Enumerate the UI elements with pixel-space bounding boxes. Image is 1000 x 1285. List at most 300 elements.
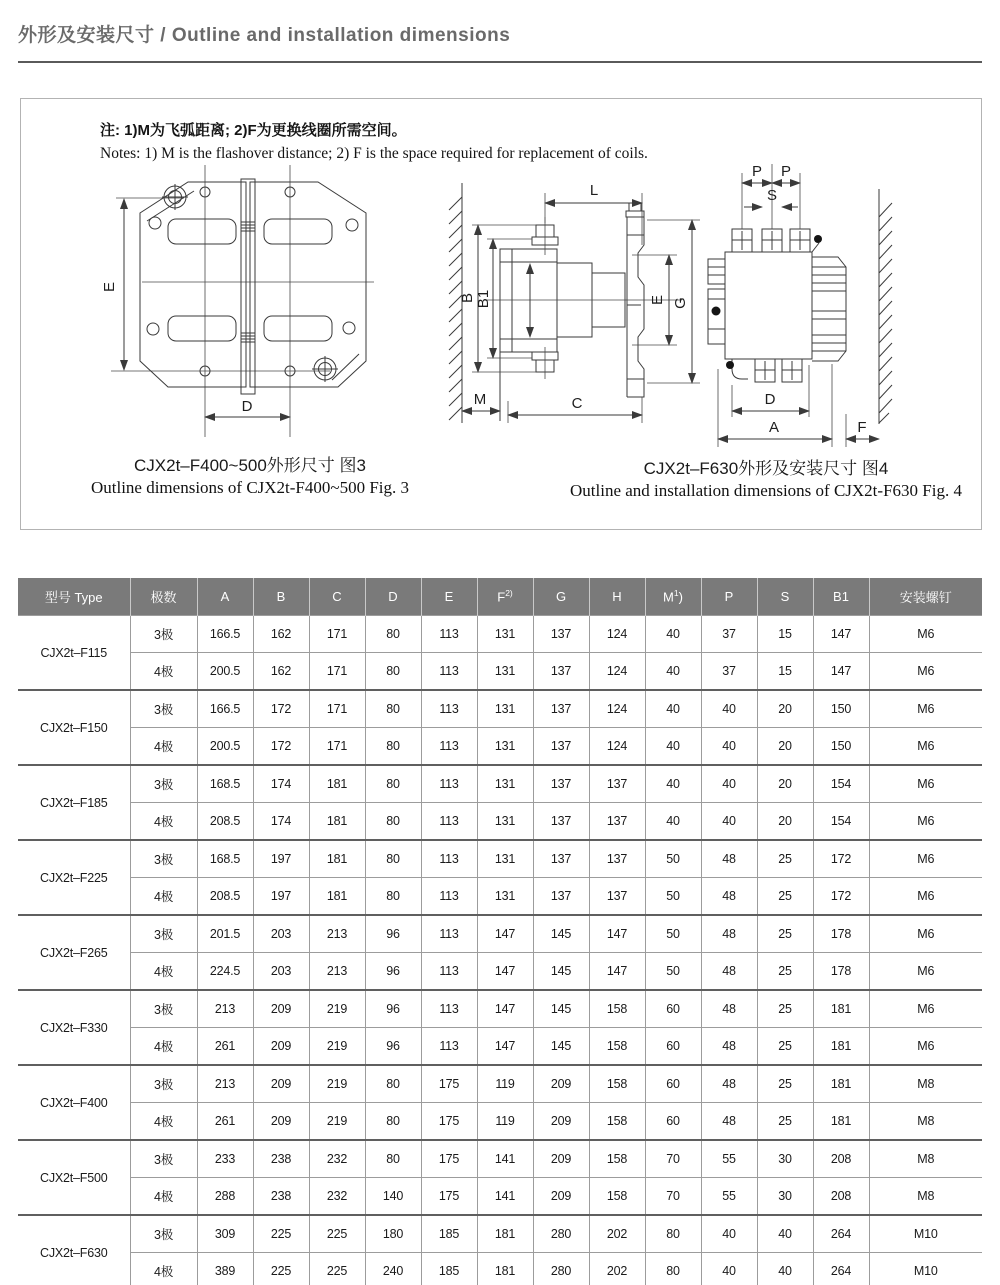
value-cell: 158 [589, 1103, 645, 1141]
fig3-top-view-drawing [78, 165, 410, 451]
value-cell: 147 [813, 616, 869, 653]
value-cell: 203 [253, 953, 309, 991]
note-en: Notes: 1) M is the flashover distance; 2) F is the space required for replacement of coils. [100, 145, 648, 162]
model-cell: CJX2t–F115 [18, 616, 130, 691]
dim-label-a: A [768, 419, 780, 436]
value-cell: 113 [421, 878, 477, 916]
value-cell: 50 [645, 840, 701, 878]
poles-cell: 4极 [130, 728, 197, 766]
column-header: $F^{2)}$ [477, 578, 533, 616]
fig4-caption-en: Outline and installation dimensions of CJX2t-F630 Fig. 4 [570, 481, 962, 500]
table-row [18, 1215, 982, 1253]
column-header: D [365, 578, 421, 616]
poles-cell: 4极 [130, 1028, 197, 1066]
value-cell: 80 [365, 616, 421, 653]
model-cell: CJX2t–F630 [18, 1215, 130, 1285]
value-cell: 209 [253, 1028, 309, 1066]
value-cell: 147 [589, 953, 645, 991]
value-cell: 124 [589, 690, 645, 728]
value-cell: 25 [757, 990, 813, 1028]
value-cell: 181 [309, 878, 365, 916]
value-cell: 137 [533, 728, 589, 766]
value-cell: 60 [645, 1103, 701, 1141]
poles-cell: 4极 [130, 1178, 197, 1216]
value-cell: 209 [253, 1103, 309, 1141]
value-cell: 80 [365, 690, 421, 728]
value-cell: 309 [197, 1215, 253, 1253]
poles-cell: 4极 [130, 1103, 197, 1141]
value-cell: 225 [309, 1253, 365, 1285]
value-cell: 261 [197, 1028, 253, 1066]
dimensions-table-wrap [18, 578, 982, 1285]
value-cell: 225 [309, 1215, 365, 1253]
value-cell: 172 [253, 728, 309, 766]
model-cell: CJX2t–F150 [18, 690, 130, 765]
value-cell: 174 [253, 765, 309, 803]
value-cell: 181 [813, 990, 869, 1028]
value-cell: 288 [197, 1178, 253, 1216]
dim-label-e: E [101, 281, 118, 293]
value-cell: 180 [365, 1215, 421, 1253]
bottom-bolt [532, 347, 558, 379]
poles-cell: 4极 [130, 803, 197, 841]
value-cell: 40 [645, 765, 701, 803]
table-row [18, 1178, 982, 1216]
value-cell: M6 [869, 840, 982, 878]
model-cell: CJX2t–F265 [18, 915, 130, 990]
value-cell: M6 [869, 728, 982, 766]
value-cell: 150 [813, 728, 869, 766]
value-cell: 162 [253, 653, 309, 691]
table-row [18, 765, 982, 803]
value-cell: 209 [253, 990, 309, 1028]
value-cell: 20 [757, 728, 813, 766]
value-cell: 30 [757, 1178, 813, 1216]
dimension-m [462, 391, 500, 411]
value-cell: 145 [533, 953, 589, 991]
table-row [18, 878, 982, 916]
poles-cell: 4极 [130, 878, 197, 916]
value-cell: 137 [589, 840, 645, 878]
value-cell: 113 [421, 840, 477, 878]
value-cell: 60 [645, 1028, 701, 1066]
value-cell: 20 [757, 690, 813, 728]
value-cell: M6 [869, 616, 982, 653]
value-cell: 147 [813, 653, 869, 691]
table-row [18, 803, 982, 841]
table-row [18, 1253, 982, 1285]
dim-label-d: D [764, 391, 776, 408]
value-cell: 25 [757, 878, 813, 916]
value-cell: 40 [701, 728, 757, 766]
side-view-drawing [432, 165, 722, 457]
value-cell: 80 [365, 840, 421, 878]
value-cell: M6 [869, 765, 982, 803]
poles-cell: 3极 [130, 840, 197, 878]
value-cell: 40 [701, 1253, 757, 1285]
table-row [18, 653, 982, 691]
value-cell: 172 [253, 690, 309, 728]
value-cell: 55 [701, 1140, 757, 1178]
value-cell: 200.5 [197, 653, 253, 691]
value-cell: M10 [869, 1253, 982, 1285]
value-cell: 213 [309, 953, 365, 991]
value-cell: 137 [533, 765, 589, 803]
value-cell: 200.5 [197, 728, 253, 766]
value-cell: 60 [645, 990, 701, 1028]
value-cell: 208.5 [197, 878, 253, 916]
value-cell: 37 [701, 653, 757, 691]
value-cell: 113 [421, 616, 477, 653]
value-cell: 40 [645, 803, 701, 841]
value-cell: 80 [645, 1253, 701, 1285]
value-cell: 172 [813, 878, 869, 916]
value-cell: 140 [365, 1178, 421, 1216]
value-cell: 80 [365, 1065, 421, 1103]
value-cell: 162 [253, 616, 309, 653]
value-cell: 232 [309, 1178, 365, 1216]
fig3-caption-en: Outline dimensions of CJX2t-F400~500 Fig. 3 [90, 478, 410, 497]
side-tabs-left [708, 259, 725, 344]
mounting-bolt-top-left [162, 184, 188, 210]
value-cell: M6 [869, 803, 982, 841]
table-header [18, 578, 982, 616]
value-cell: 48 [701, 1065, 757, 1103]
value-cell: 113 [421, 990, 477, 1028]
value-cell: 96 [365, 990, 421, 1028]
value-cell: 158 [589, 1065, 645, 1103]
value-cell: M8 [869, 1178, 982, 1216]
value-cell: 15 [757, 616, 813, 653]
value-cell: 238 [253, 1140, 309, 1178]
dim-label-b: B [459, 292, 476, 304]
column-header: A [197, 578, 253, 616]
model-cell: CJX2t–F500 [18, 1140, 130, 1215]
value-cell: 261 [197, 1103, 253, 1141]
value-cell: 48 [701, 840, 757, 878]
value-cell: 145 [533, 990, 589, 1028]
value-cell: 141 [477, 1178, 533, 1216]
value-cell: 96 [365, 953, 421, 991]
poles-cell: 3极 [130, 915, 197, 953]
column-header: 极数 [130, 578, 197, 616]
value-cell: 181 [813, 1103, 869, 1141]
value-cell: 197 [253, 878, 309, 916]
column-header: 安装螺钉 [869, 578, 982, 616]
value-cell: 185 [421, 1253, 477, 1285]
poles-cell: 3极 [130, 616, 197, 653]
model-cell: CJX2t–F225 [18, 840, 130, 915]
dim-label-e: E [649, 294, 666, 306]
model-cell: CJX2t–F330 [18, 990, 130, 1065]
header-row [18, 578, 982, 616]
table-row [18, 953, 982, 991]
value-cell: 219 [309, 1065, 365, 1103]
value-cell: 213 [309, 915, 365, 953]
poles-cell: 3极 [130, 1065, 197, 1103]
value-cell: 113 [421, 653, 477, 691]
value-cell: 219 [309, 1028, 365, 1066]
value-cell: 154 [813, 803, 869, 841]
value-cell: 172 [813, 840, 869, 878]
value-cell: 113 [421, 953, 477, 991]
contactor-outline [140, 179, 366, 394]
bottom-terminals [732, 359, 802, 382]
value-cell: 233 [197, 1140, 253, 1178]
poles-cell: 3极 [130, 990, 197, 1028]
value-cell: 124 [589, 653, 645, 691]
column-header: P [701, 578, 757, 616]
value-cell: 208 [813, 1178, 869, 1216]
value-cell: 113 [421, 1028, 477, 1066]
value-cell: 158 [589, 1140, 645, 1178]
value-cell: 147 [477, 1028, 533, 1066]
value-cell: 166.5 [197, 690, 253, 728]
value-cell: 131 [477, 616, 533, 653]
table-row [18, 1065, 982, 1103]
value-cell: 40 [701, 765, 757, 803]
dim-label-d: D [241, 398, 253, 415]
value-cell: 181 [309, 840, 365, 878]
value-cell: 264 [813, 1253, 869, 1285]
value-cell: 119 [477, 1103, 533, 1141]
value-cell: 40 [701, 1215, 757, 1253]
value-cell: 113 [421, 803, 477, 841]
notes-block [100, 119, 648, 163]
value-cell: 25 [757, 1065, 813, 1103]
value-cell: 213 [197, 990, 253, 1028]
dim-label-f: F [857, 419, 867, 436]
value-cell: 171 [309, 616, 365, 653]
value-cell: 175 [421, 1065, 477, 1103]
dimension-s [744, 187, 798, 207]
value-cell: 131 [477, 653, 533, 691]
dim-label-s: S [766, 187, 778, 204]
value-cell: 137 [533, 616, 589, 653]
value-cell: 40 [645, 653, 701, 691]
value-cell: 181 [309, 765, 365, 803]
value-cell: 150 [813, 690, 869, 728]
value-cell: 80 [365, 803, 421, 841]
value-cell: 202 [589, 1253, 645, 1285]
value-cell: 25 [757, 1028, 813, 1066]
table-row [18, 1028, 982, 1066]
value-cell: 80 [365, 878, 421, 916]
fig3-caption [57, 451, 443, 498]
dimension-b [459, 225, 536, 372]
value-cell: 137 [589, 878, 645, 916]
value-cell: 50 [645, 915, 701, 953]
value-cell: 48 [701, 878, 757, 916]
dim-label-l: L [589, 182, 599, 199]
value-cell: 70 [645, 1140, 701, 1178]
title-rule [18, 61, 982, 63]
value-cell: 60 [645, 1065, 701, 1103]
value-cell: 131 [477, 840, 533, 878]
value-cell: M6 [869, 690, 982, 728]
value-cell: 48 [701, 990, 757, 1028]
value-cell: 171 [309, 728, 365, 766]
value-cell: 80 [365, 1103, 421, 1141]
value-cell: 137 [533, 840, 589, 878]
dimension-d [732, 365, 809, 417]
value-cell: 225 [253, 1215, 309, 1253]
value-cell: 232 [309, 1140, 365, 1178]
value-cell: 20 [757, 765, 813, 803]
column-header: E [421, 578, 477, 616]
value-cell: 203 [253, 915, 309, 953]
value-cell: 209 [253, 1065, 309, 1103]
value-cell: 145 [533, 915, 589, 953]
column-header: H [589, 578, 645, 616]
dimension-b1 [475, 239, 532, 358]
table-body [18, 616, 982, 1285]
value-cell: 137 [533, 803, 589, 841]
value-cell: 166.5 [197, 616, 253, 653]
fig4-caption-zh: CJX2t–F630外形及安装尺寸 图4 [643, 459, 889, 478]
table-row [18, 1103, 982, 1141]
value-cell: 197 [253, 840, 309, 878]
value-cell: 209 [533, 1178, 589, 1216]
value-cell: M6 [869, 953, 982, 991]
dimensions-table [18, 578, 982, 1285]
value-cell: 20 [757, 803, 813, 841]
value-cell: M8 [869, 1065, 982, 1103]
dim-label-g: G [672, 297, 689, 309]
value-cell: 209 [533, 1103, 589, 1141]
value-cell: 30 [757, 1140, 813, 1178]
value-cell: 25 [757, 1103, 813, 1141]
value-cell: 50 [645, 953, 701, 991]
value-cell: 131 [477, 690, 533, 728]
value-cell: 175 [421, 1103, 477, 1141]
value-cell: M8 [869, 1140, 982, 1178]
table-row [18, 616, 982, 653]
value-cell: 48 [701, 953, 757, 991]
wall-hatch [879, 189, 892, 424]
value-cell: 40 [645, 690, 701, 728]
dimension-d [205, 398, 290, 417]
value-cell: M6 [869, 915, 982, 953]
value-cell: 25 [757, 840, 813, 878]
column-header: 型号 Type [18, 578, 130, 616]
value-cell: 147 [477, 990, 533, 1028]
value-cell: 40 [701, 803, 757, 841]
value-cell: 141 [477, 1140, 533, 1178]
value-cell: 158 [589, 1028, 645, 1066]
value-cell: 240 [365, 1253, 421, 1285]
column-header: C [309, 578, 365, 616]
value-cell: 168.5 [197, 840, 253, 878]
value-cell: 224.5 [197, 953, 253, 991]
value-cell: 113 [421, 915, 477, 953]
value-cell: 209 [533, 1140, 589, 1178]
value-cell: 80 [645, 1215, 701, 1253]
value-cell: 137 [589, 803, 645, 841]
value-cell: M6 [869, 878, 982, 916]
value-cell: 178 [813, 915, 869, 953]
value-cell: 171 [309, 690, 365, 728]
value-cell: 137 [533, 690, 589, 728]
value-cell: 185 [421, 1215, 477, 1253]
value-cell: 202 [589, 1215, 645, 1253]
value-cell: 37 [701, 616, 757, 653]
column-header: G [533, 578, 589, 616]
note-zh: 注: 1)M为飞弧距离; 2)F为更换线圈所需空间。 [100, 122, 407, 139]
value-cell: M6 [869, 990, 982, 1028]
contactor-side-body [487, 203, 682, 421]
value-cell: 238 [253, 1178, 309, 1216]
model-cell: CJX2t–F400 [18, 1065, 130, 1140]
column-header: S [757, 578, 813, 616]
value-cell: 50 [645, 878, 701, 916]
value-cell: 40 [757, 1253, 813, 1285]
value-cell: 48 [701, 915, 757, 953]
value-cell: 113 [421, 728, 477, 766]
value-cell: 113 [421, 765, 477, 803]
value-cell: M10 [869, 1215, 982, 1253]
value-cell: 137 [533, 878, 589, 916]
dimension-e [101, 199, 124, 370]
value-cell: 15 [757, 653, 813, 691]
value-cell: 55 [701, 1178, 757, 1216]
value-cell: 213 [197, 1065, 253, 1103]
value-cell: M6 [869, 653, 982, 691]
table-row [18, 840, 982, 878]
model-cell: CJX2t–F185 [18, 765, 130, 840]
fig3-caption-zh: CJX2t–F400~500外形尺寸 图3 [134, 456, 366, 475]
column-header: B1 [813, 578, 869, 616]
value-cell: 201.5 [197, 915, 253, 953]
dim-label-p2: P [780, 163, 792, 180]
value-cell: 209 [533, 1065, 589, 1103]
value-cell: M6 [869, 1028, 982, 1066]
value-cell: 181 [813, 1065, 869, 1103]
value-cell: 225 [253, 1253, 309, 1285]
page-title: 外形及安装尺寸 / Outline and installation dimensions [18, 25, 511, 46]
value-cell: 80 [365, 653, 421, 691]
value-cell: 124 [589, 616, 645, 653]
top-terminals [732, 229, 810, 252]
value-cell: 181 [309, 803, 365, 841]
value-cell: 80 [365, 765, 421, 803]
value-cell: 219 [309, 1103, 365, 1141]
value-cell: 181 [477, 1215, 533, 1253]
value-cell: 25 [757, 915, 813, 953]
value-cell: 124 [589, 728, 645, 766]
value-cell: M8 [869, 1103, 982, 1141]
poles-cell: 3极 [130, 1215, 197, 1253]
dim-label-c: C [571, 395, 583, 412]
value-cell: 96 [365, 915, 421, 953]
value-cell: 178 [813, 953, 869, 991]
poles-cell: 3极 [130, 765, 197, 803]
value-cell: 208.5 [197, 803, 253, 841]
value-cell: 48 [701, 1028, 757, 1066]
value-cell: 280 [533, 1215, 589, 1253]
value-cell: 219 [309, 990, 365, 1028]
dim-label-p1: P [751, 163, 763, 180]
value-cell: 96 [365, 1028, 421, 1066]
value-cell: 280 [533, 1253, 589, 1285]
value-cell: 158 [589, 990, 645, 1028]
dimension-f [846, 414, 879, 447]
value-cell: 40 [757, 1215, 813, 1253]
poles-cell: 3极 [130, 1140, 197, 1178]
value-cell: 147 [477, 953, 533, 991]
poles-cell: 4极 [130, 653, 197, 691]
dimension-c [508, 395, 642, 423]
